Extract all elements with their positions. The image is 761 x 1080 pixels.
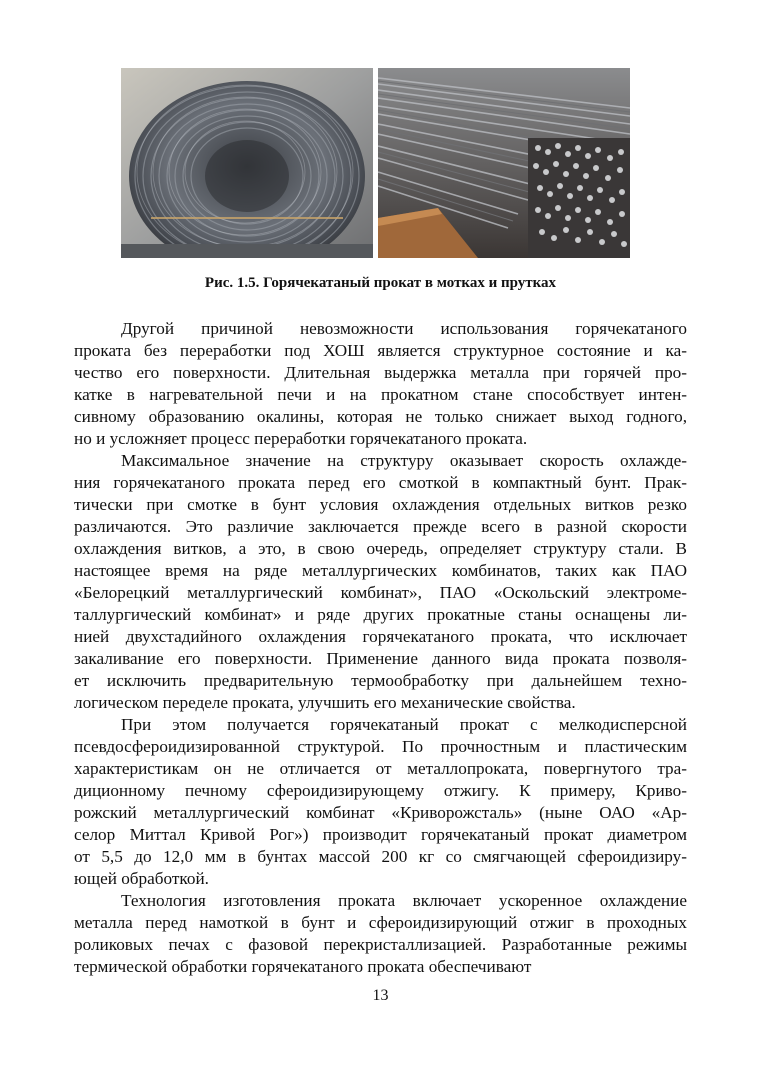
text-line: нией двухстадийного охлаждения горячекатаного проката, что исключает <box>74 627 687 646</box>
paragraph-2 <box>74 450 687 714</box>
text-line: различаются. Это различие заключается прежде всего в разной скорости <box>74 517 687 536</box>
figure <box>121 68 630 258</box>
text-line: сивному образованию окалины, которая не только снижает выход годного, <box>74 407 687 426</box>
text-line: но и усложняет процесс переработки горячекатаного проката. <box>74 429 528 448</box>
paragraph-1 <box>74 318 687 450</box>
text-line: проката без переработки под ХОШ является структурное состояние и ка- <box>74 341 687 360</box>
page-number: 13 <box>372 987 389 1004</box>
text-line: псевдосфероидизированной структурой. По прочностным и пластическим <box>74 737 687 756</box>
text-line: селор Миттал Кривой Рог») производит горячекатаный прокат диаметром <box>74 825 687 844</box>
text-line: ет исключить предварительную термообработку при дальнейшем техно- <box>74 671 687 690</box>
text-line: чество его поверхности. Длительная выдержка металла при горячей про- <box>74 363 687 382</box>
text-line: ния горячекатаного проката перед его смоткой в компактный бунт. Прак- <box>74 473 687 492</box>
text-line: Максимальное значение на структуру оказывает скорость охлажде- <box>121 451 687 470</box>
text-line: диционному печному сфероидизирующему отжигу. К примеру, Криво- <box>74 781 687 800</box>
steel-wire-coil-photo <box>121 68 373 258</box>
text-line: ющей обработкой. <box>74 869 209 888</box>
text-line: термической обработки горячекатаного проката обеспечивают <box>74 957 532 976</box>
text-line: катке в нагревательной печи и на прокатном стане способствует интен- <box>74 385 687 404</box>
text-line: При этом получается горячекатаный прокат с мелкодисперсной <box>121 715 687 734</box>
text-line: охлаждения витков, а это, в свою очередь, определяет структуру стали. В <box>74 539 687 558</box>
text-line: рожский металлургический комбинат «Криворожсталь» (ныне ОАО «Ар- <box>74 803 687 822</box>
paragraph-3 <box>74 714 687 890</box>
text-line: Технология изготовления проката включает ускоренное охлаждение <box>121 891 687 910</box>
text-line: роликовых печах с фазовой перекристаллизацией. Разработанные режимы <box>74 935 687 954</box>
text-line: тически при смотке в бунт условия охлаждения отдельных витков резко <box>74 495 687 514</box>
text-line: закаливание его поверхности. Применение данного вида проката позволя- <box>74 649 687 668</box>
text-line: Другой причиной невозможности использования горячекатаного <box>121 319 687 338</box>
text-line: характеристикам он не отличается от металлопроката, повергнутого тра- <box>74 759 687 778</box>
text-line: таллургический комбинат» и ряде других прокатные станы оснащены ли- <box>74 605 687 624</box>
body-text <box>74 318 687 978</box>
paragraph-4 <box>74 890 687 978</box>
text-line: настоящее время на ряде металлургических комбинатов, таких как ПАО <box>74 561 687 580</box>
text-line: от 5,5 до 12,0 мм в бунтах массой 200 кг со смягчающей сфероидизиру- <box>74 847 687 866</box>
steel-bars-bundle-photo <box>378 68 630 258</box>
text-line: «Белорецкий металлургический комбинат», ПАО «Оскольский электроме- <box>74 583 687 602</box>
figure-caption: Рис. 1.5. Горячекатаный прокат в мотках и прутках <box>204 275 557 291</box>
text-line: логическом переделе проката, улучшить его механические свойства. <box>74 693 576 712</box>
text-line: металла перед намоткой в бунт и сфероидизирующий отжиг в проходных <box>74 913 687 932</box>
